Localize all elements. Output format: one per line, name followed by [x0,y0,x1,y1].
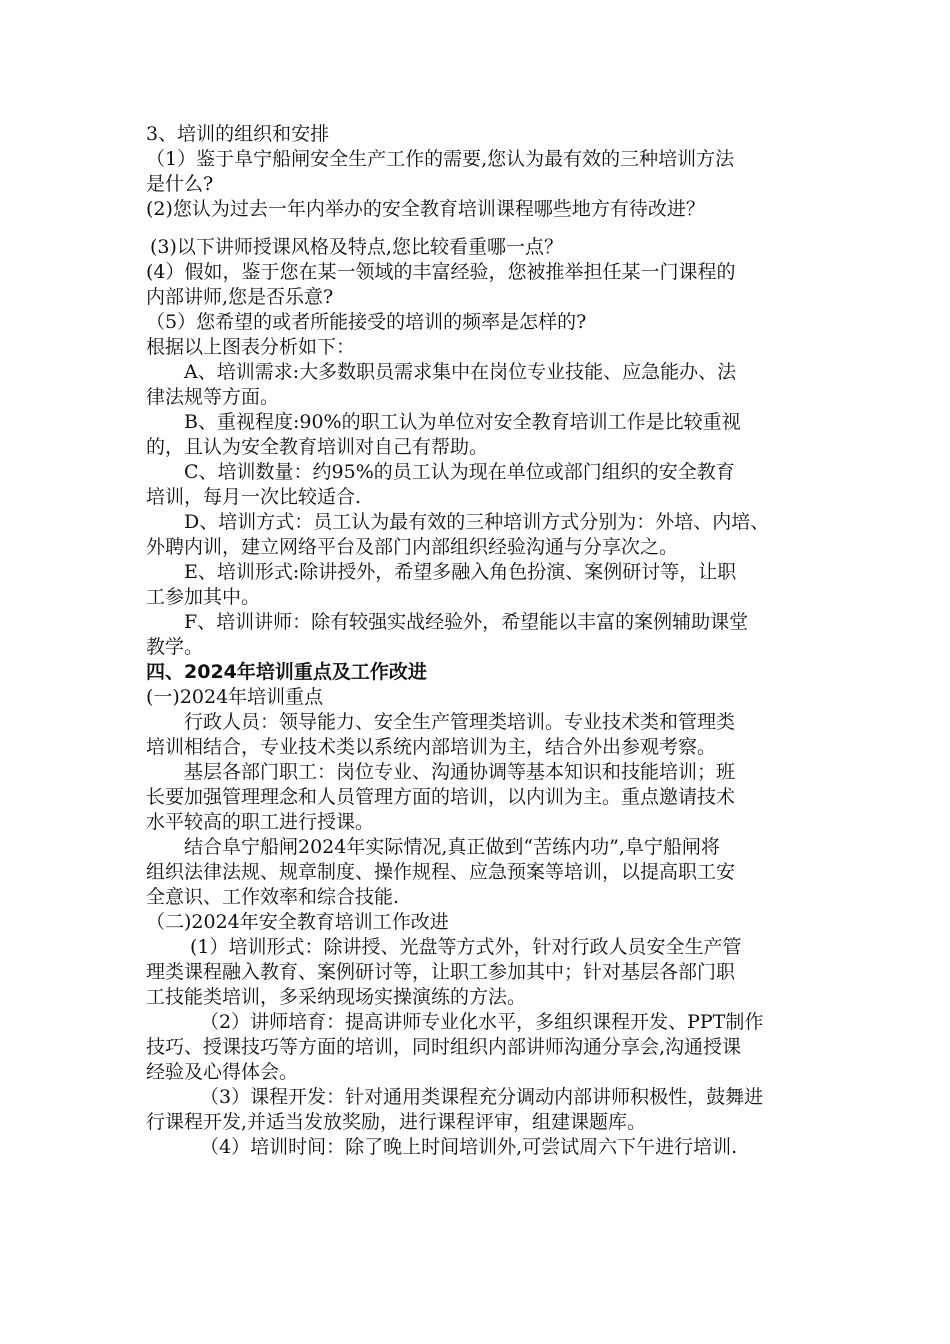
analysis-b-line-1: B、重视程度:90%的职工认为单位对安全教育培训工作是比较重视 [184,411,741,433]
analysis-d-line-1: D、培训方式：员工认为最有效的三种培训方式分别为：外培、内培、 [184,511,770,533]
question-3: (3)以下讲师授课风格及特点,您比较看重哪一点？ [150,236,563,258]
combined-line-3: 全意识、工作效率和综合技能. [146,886,400,908]
question-1-line-1: （1）鉴于阜宁船闸安全生产工作的需要,您认为最有效的三种培训方法 [146,148,735,170]
question-4-line-2: 内部讲师,您是否乐意? [146,286,334,308]
analysis-a-line-2: 律法规等方面。 [146,386,280,408]
improve-2-line-2: 技巧、授课技巧等方面的培训，同时组织内部讲师沟通分享会,沟通授课 [146,1036,742,1058]
grassroots-line-1: 基层各部门职工：岗位专业、沟通协调等基本知识和技能培训；班 [184,761,736,783]
improve-4-line-1: （4）培训时间：除了晚上时间培训外,可尝试周六下午进行培训. [200,1136,738,1158]
improve-2-line-1: （2）讲师培育：提高讲师专业化水平，多组织课程开发、PPT制作 [200,1011,764,1033]
improve-1-line-3: 工技能类培训，多采纳现场实操演练的方法。 [146,986,527,1008]
analysis-intro: 根据以上图表分析如下： [146,336,356,358]
subsection-2-heading: （二)2024年安全教育培训工作改进 [146,911,449,933]
admin-staff-line-2: 培训相结合，专业技术类以系统内部培训为主，结合外出参观考察。 [146,736,717,758]
document-body [146,122,866,1160]
analysis-d-line-2: 外聘内训，建立网络平台及部门内部组织经验沟通与分享次之。 [146,536,679,558]
question-4-line-1: (4）假如，鉴于您在某一领域的丰富经验，您被推举担任某一门课程的 [146,261,736,283]
analysis-c-line-1: C、培训数量：约95%的员工认为现在单位或部门组织的安全教育 [184,461,735,483]
grassroots-line-3: 水平较高的职工进行授课。 [146,811,375,833]
analysis-f-line-1: F、培训讲师：除有较强实战经验外，希望能以丰富的案例辅助课堂 [184,611,749,633]
analysis-a-line-1: A、培训需求:大多数职员需求集中在岗位专业技能、应急能办、法 [184,361,737,383]
analysis-c-line-2: 培训，每月一次比较适合. [146,486,362,508]
improve-2-line-3: 经验及心得体会。 [146,1061,299,1083]
question-5: （5）您希望的或者所能接受的培训的频率是怎样的? [146,311,587,333]
admin-staff-line-1: 行政人员：领导能力、安全生产管理类培训。专业技术类和管理类 [184,711,736,733]
analysis-e-line-2: 工参加其中。 [146,586,261,608]
grassroots-line-2: 长要加强管理理念和人员管理方面的培训，以内训为主。重点邀请技术 [146,786,736,808]
combined-line-2: 组织法律法规、规章制度、操作规程、应急预案等培训，以提高职工安 [146,861,736,883]
analysis-e-line-1: E、培训形式:除讲授外，希望多融入角色扮演、案例研讨等，让职 [184,561,737,583]
improve-1-line-2: 理类课程融入教育、案例研讨等，让职工参加其中；针对基层各部门职 [146,961,736,983]
analysis-f-line-2: 教学。 [146,636,204,658]
improve-3-line-2: 行课程开发,并适当发放奖励，进行课程评审，组建课题库。 [146,1111,647,1133]
question-1-line-2: 是什么? [146,173,214,195]
section-heading-4: 四、2024年培训重点及工作改进 [146,661,427,683]
analysis-b-line-2: 的，且认为安全教育培训对自己有帮助。 [146,436,489,458]
combined-line-1: 结合阜宁船闸2024年实际情况,真正做到“苦练内功”,阜宁船闸将 [184,836,720,858]
improve-3-line-1: （3）课程开发：针对通用类课程充分调动内部讲师积极性，鼓舞进 [200,1086,764,1108]
improve-1-line-1: (1）培训形式：除讲授、光盘等方式外，针对行政人员安全生产管 [190,936,742,958]
subsection-1-heading: (一)2024年培训重点 [146,686,324,708]
section-heading-3: 3、培训的组织和安排 [146,123,330,145]
question-2: (2)您认为过去一年内举办的安全教育培训课程哪些地方有待改进？ [146,198,705,220]
